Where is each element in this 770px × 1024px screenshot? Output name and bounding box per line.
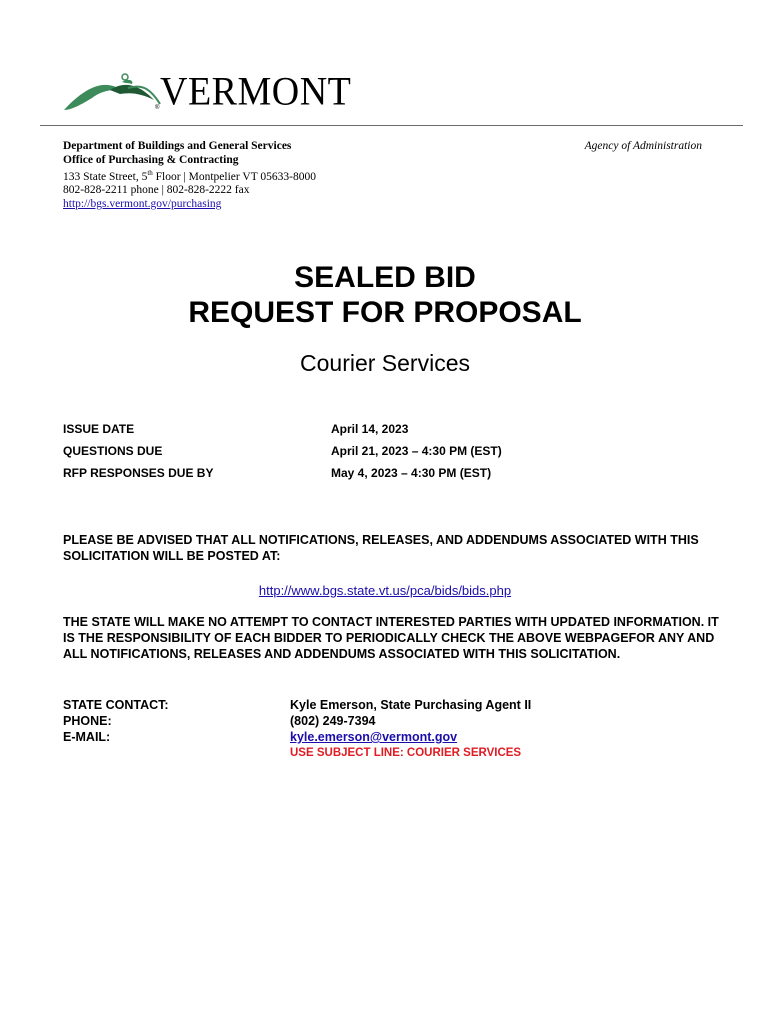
responses-due-label: RFP RESPONSES DUE BY [63,466,214,480]
office-name: Office of Purchasing & Contracting [63,153,239,166]
questions-due-value: April 21, 2023 – 4:30 PM (EST) [331,444,502,458]
email-label: E-MAIL: [63,730,111,744]
responsibility-notice: THE STATE WILL MAKE NO ATTEMPT TO CONTACT INTERESTED PARTIES WITH UPDATED INFORMATION. IT IS THE RESPONSIBILITY OF EACH BIDDER TO PERIODICALLY CHECK THE ABOVE WEBPAGEFOR ANY AND ALL NOTIFICATIONS, RELEASES AND ADDENDUMS ASSOCIATED WITH THIS SOLICITATION. [63,615,719,661]
registered-mark: ® [155,105,160,111]
vermont-wordmark: VERMONT [160,69,352,114]
posting-notice: PLEASE BE ADVISED THAT ALL NOTIFICATIONS, RELEASES, AND ADDENDUMS ASSOCIATED WITH THIS SOLICITATION WILL BE POSTED AT: [63,533,699,563]
state-contact-label: STATE CONTACT: [63,698,169,712]
phone-label: PHONE: [63,714,112,728]
phone-fax: 802-828-2211 phone | 802-828-2222 fax [63,184,250,197]
contact-values [290,697,531,761]
bids-page-link[interactable]: http://www.bgs.state.vt.us/pca/bids/bids.php [258,583,512,598]
header-rule [40,125,743,126]
department-block [63,140,316,211]
questions-due-label: QUESTIONS DUE [63,444,163,458]
contact-labels [63,697,169,745]
purchasing-website-link[interactable]: http://bgs.vermont.gov/purchasing [63,197,222,210]
contact-phone: (802) 249-7394 [290,714,376,728]
agency-name: Agency of Administration [584,140,702,152]
address: 133 State Street, 5th Floor | Montpelier VT 05633-8000 [63,169,316,183]
department-name: Department of Buildings and General Services [63,140,292,152]
document-subtitle: Courier Services [300,350,470,376]
subject-line-instruction: USE SUBJECT LINE: COURIER SERVICES [290,747,522,759]
issue-date-label: ISSUE DATE [63,422,135,436]
document-title: SEALED BID REQUEST FOR PROPOSAL [188,261,582,329]
responses-due-value: May 4, 2023 – 4:30 PM (EST) [331,466,492,480]
issue-date-value: April 14, 2023 [331,422,409,436]
contact-email-link[interactable]: kyle.emerson@vermont.gov [290,730,458,744]
contact-name: Kyle Emerson, State Purchasing Agent II [290,698,532,712]
